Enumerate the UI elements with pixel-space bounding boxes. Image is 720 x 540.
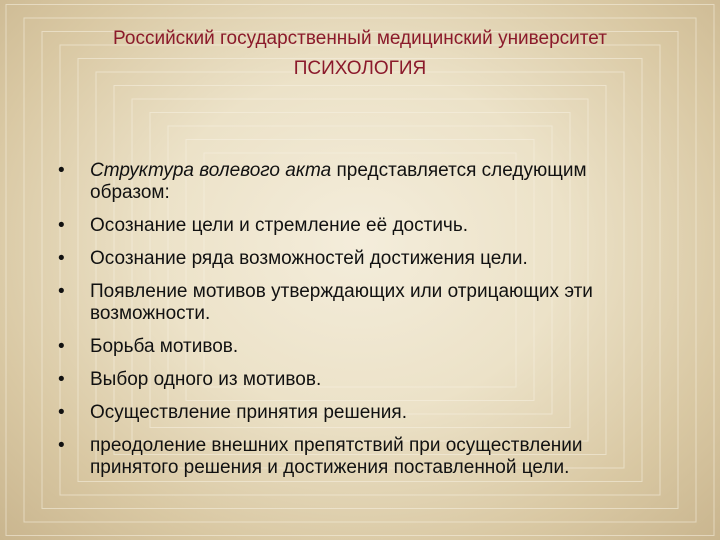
bullet-list bbox=[58, 160, 668, 490]
list-item bbox=[58, 336, 668, 358]
slide-title bbox=[40, 24, 680, 84]
bullet-icon: • bbox=[58, 402, 65, 423]
list-item-text bbox=[90, 160, 587, 203]
bullet-icon: • bbox=[58, 160, 65, 181]
list-item bbox=[58, 281, 668, 325]
list-item bbox=[58, 402, 668, 424]
list-item bbox=[58, 160, 668, 204]
list-item-rest: представляется следующим образом: bbox=[90, 160, 587, 203]
list-item bbox=[58, 248, 668, 270]
bullet-icon: • bbox=[58, 369, 65, 390]
list-item-text: Выбор одного из мотивов. bbox=[90, 369, 322, 390]
list-item bbox=[58, 369, 668, 391]
bullet-icon: • bbox=[58, 281, 65, 302]
list-item-text: Осуществление принятия решения. bbox=[90, 402, 407, 423]
list-item-text: Борьба мотивов. bbox=[90, 336, 239, 357]
list-item bbox=[58, 435, 668, 479]
list-item-text: преодоление внешних препятствий при осуществлении принятого решения и достижения поставленной цели. bbox=[90, 435, 583, 478]
term-emphasis: Структура волевого акта bbox=[90, 160, 332, 181]
university-name: Российский государственный медицинский университет bbox=[113, 28, 607, 49]
list-item bbox=[58, 215, 668, 237]
bullet-icon: • bbox=[58, 215, 65, 236]
subject-name: ПСИХОЛОГИЯ bbox=[293, 58, 427, 79]
list-item-text: Осознание ряда возможностей достижения цели. bbox=[90, 248, 528, 269]
bullet-icon: • bbox=[58, 435, 65, 456]
bullet-icon: • bbox=[58, 336, 65, 357]
bullet-icon: • bbox=[58, 248, 65, 269]
list-item-text: Осознание цели и стремление её достичь. bbox=[90, 215, 469, 236]
list-item-text: Появление мотивов утверждающих или отрицающих эти возможности. bbox=[90, 281, 593, 324]
